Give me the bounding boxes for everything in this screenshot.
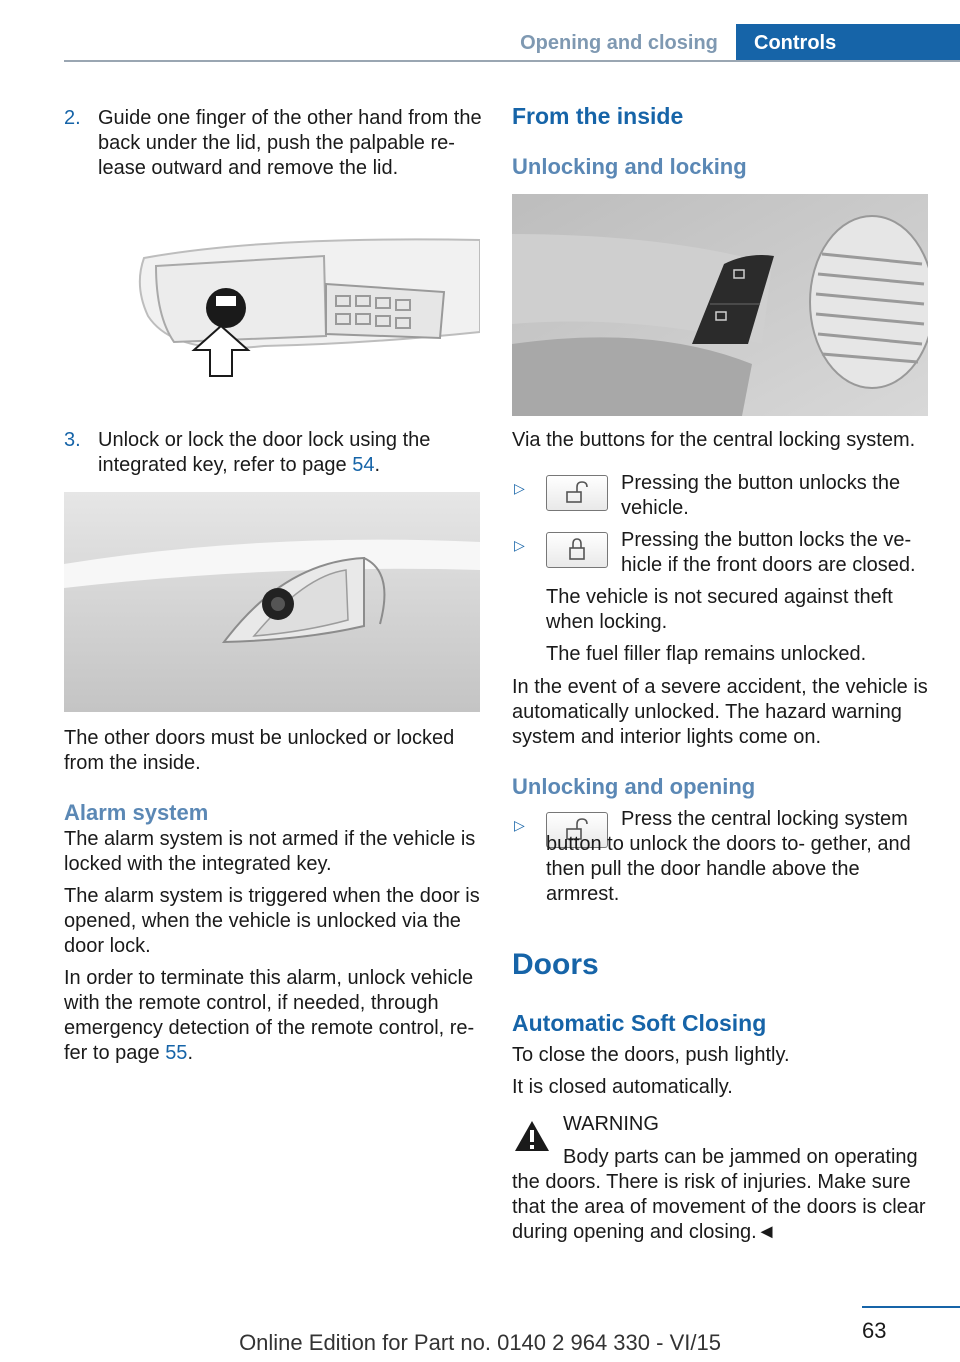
heading-unlocking-and-opening: Unlocking and opening [512,774,756,799]
paragraph-alarm-1: The alarm system is not armed if the vehicle is locked with the integrated key. [64,828,476,875]
warning-text: the doors. There is risk of injuries. Make sure that the area of movement of the doors is clear during opening and closing.◄ [512,1171,926,1243]
bullet-lock-text: Pressing the button locks the ve‐ hicle if the front doors are closed. [621,529,916,576]
paragraph-accident: In the event of a severe accident, the vehicle is automatically unlocked. The hazard warning system and interior lights come on. [512,676,928,748]
heading-automatic-soft-closing: Automatic Soft Closing [512,1010,767,1036]
warning-title: WARNING [563,1113,659,1135]
unlock-button-icon [546,475,608,511]
door-lock-key-illustration [64,492,480,712]
paragraph-other-doors: The other doors must be unlocked or locked from the inside. [64,727,455,774]
paragraph-via-buttons: Via the buttons for the central locking system. [512,429,916,451]
heading-alarm-system: Alarm system [64,800,209,825]
step-text: Guide one finger of the other hand from the back under the lid, push the palpable re‐ lease outward and remove the lid. [98,107,482,179]
note-fuel-filler: The fuel filler flap remains unlocked. [546,643,867,665]
warning-triangle-icon [512,1116,552,1156]
heading-from-the-inside: From the inside [512,103,684,129]
step-text-end: . [374,454,381,476]
warning-text-first-line: Body parts can be jammed on operating [563,1146,918,1168]
bullet-triangle-icon: ▷ [514,537,525,553]
step-text [98,428,484,478]
step-text-main: Unlock or lock the door lock using the integrated key, refer to page [98,429,431,476]
header-tab-controls: Controls [736,24,960,62]
step-number: 2. [64,107,81,129]
header-section-title: Opening and closing [520,32,718,54]
page-number: 63 [862,1318,887,1343]
lock-button-icon [546,532,608,568]
alarm-3-end: . [187,1042,193,1064]
step-number: 3. [64,429,81,451]
header-rule [64,60,960,62]
paragraph-alarm-3 [64,966,484,1066]
bullet-triangle-icon: ▷ [514,817,525,833]
page-54-link[interactable]: 54 [352,454,375,476]
left-text-block [64,726,484,1066]
heading-doors: Doors [512,948,599,981]
interior-door-buttons-illustration [512,194,928,416]
note-not-secured: The vehicle is not secured against theft when locking. [546,586,893,633]
bullet-open-text: Press the central locking system button to unlock the doors to‐ gether, and then pull the door handle above the armrest. [546,808,911,905]
lid-removal-illustration [64,196,480,382]
footer-rule [862,1306,960,1308]
alarm-3-text: In order to terminate this alarm, unlock vehicle with the remote control, if needed, through emergency detection of the remote control, re‐ fer to page [64,967,475,1064]
heading-unlocking-and-locking: Unlocking and locking [512,154,747,179]
footer-edition: Online Edition for Part no. 0140 2 964 330 - VI/15 [239,1330,721,1355]
bullet-unlock-text: Pressing the button unlocks the vehicle. [621,472,901,519]
paragraph-closed-auto: It is closed automatically. [512,1076,733,1098]
bullet-triangle-icon: ▷ [514,480,525,496]
paragraph-alarm-2: The alarm system is triggered when the door is opened, when the vehicle is unlocked via the door lock. [64,885,480,957]
page-55-link[interactable]: 55 [165,1042,188,1064]
paragraph-close-push: To close the doors, push lightly. [512,1044,790,1066]
